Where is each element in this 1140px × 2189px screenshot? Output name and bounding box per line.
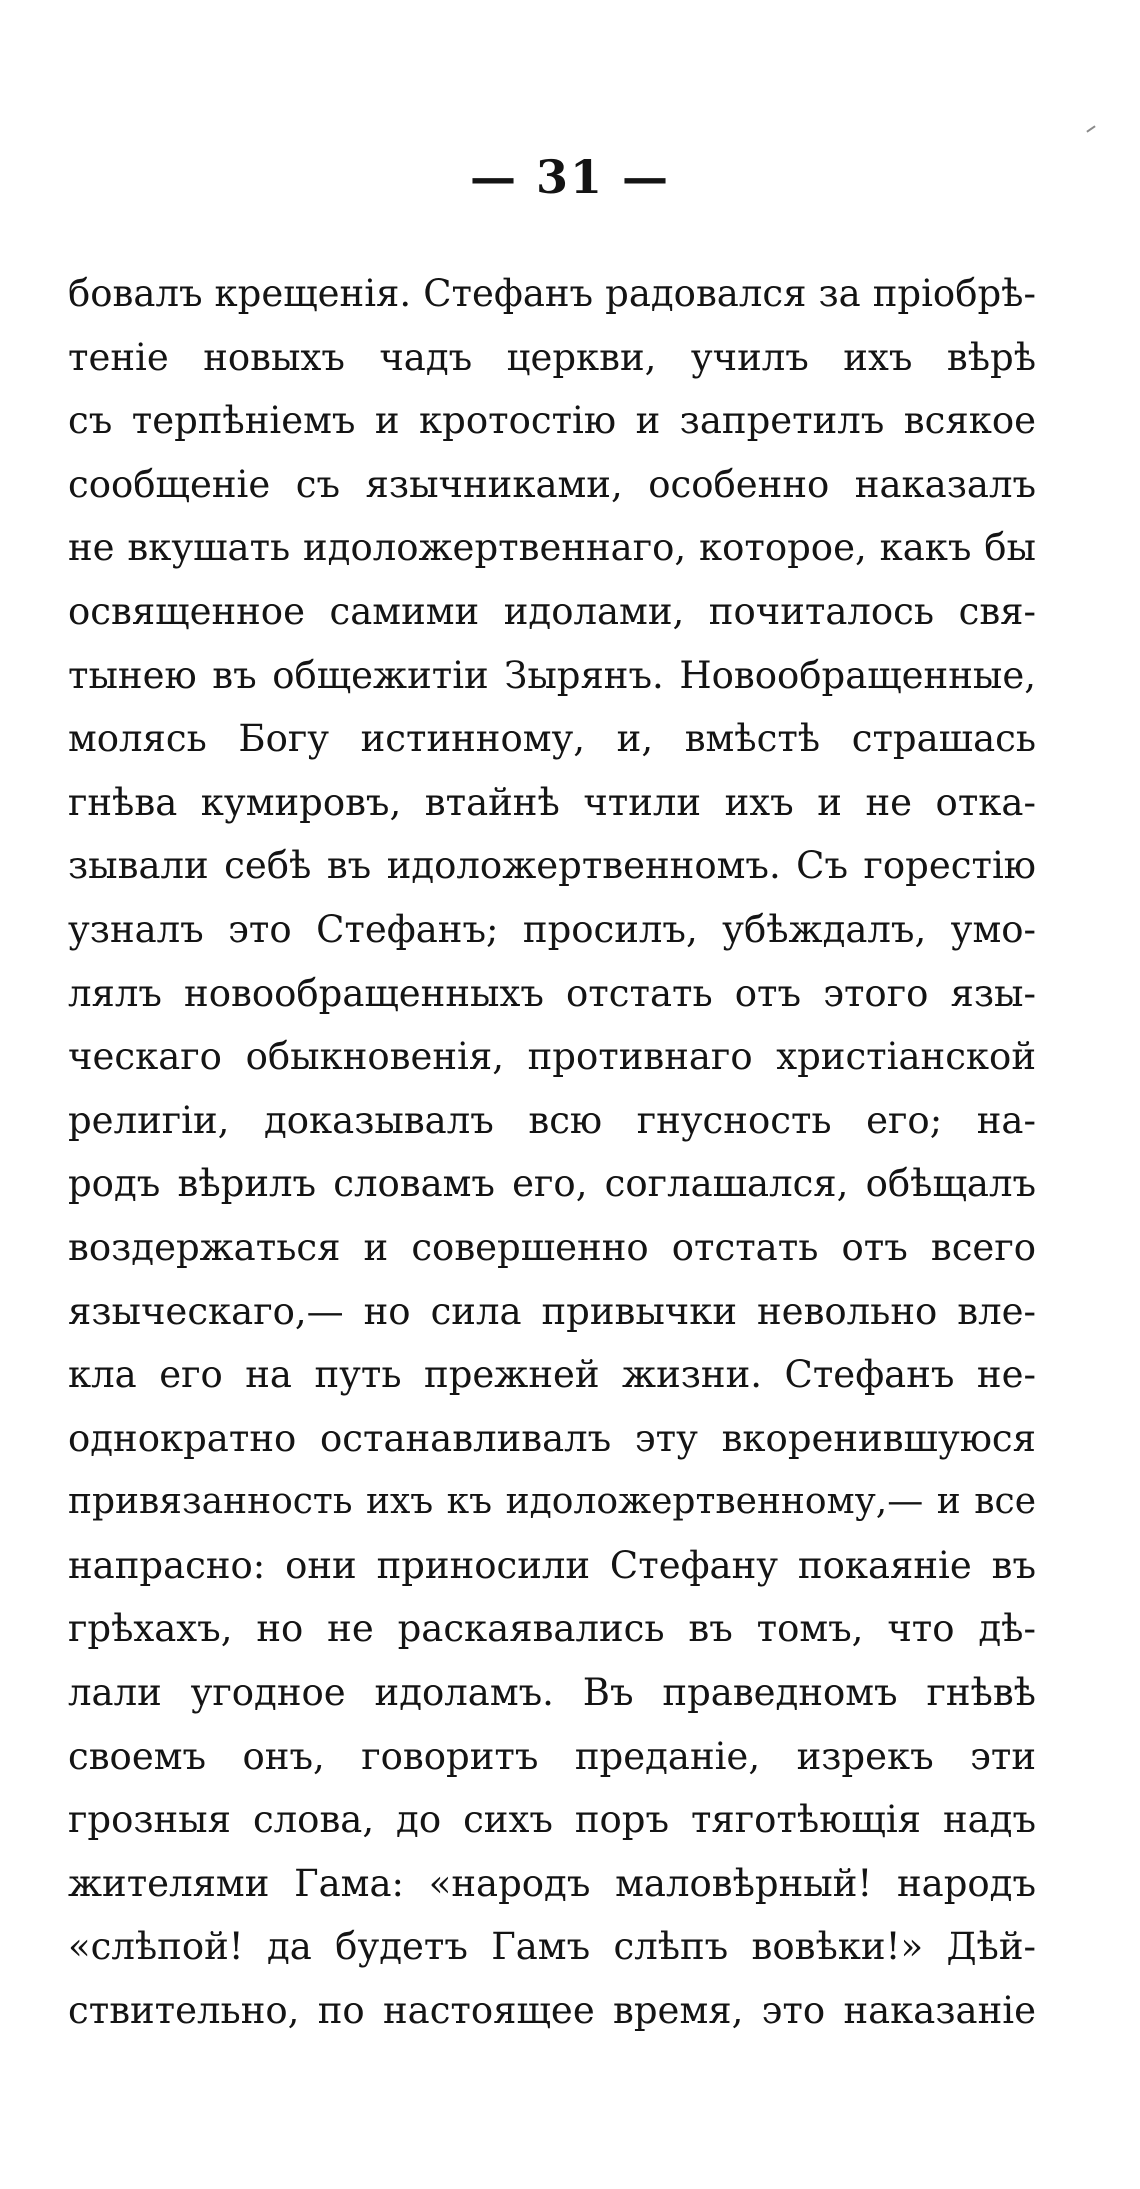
text-line: зывали себѣ въ идоложертвенномъ. Съ горестію — [68, 844, 1036, 888]
text-line: напрасно: они приносили Стефану покаяніе въ — [68, 1543, 1036, 1587]
text-line: привязанность ихъ къ идоложертвенному,— и все — [68, 1481, 1036, 1523]
page-number: — 31 — — [469, 150, 671, 204]
text-line: бовалъ крещенія. Стефанъ радовался за пріобрѣ- — [68, 272, 1036, 315]
text-line: родъ вѣрилъ словамъ его, соглашался, обѣщалъ — [68, 1162, 1036, 1206]
text-line: «слѣпой! да будетъ Гамъ слѣпъ вовѣки!» Дѣй- — [68, 1925, 1036, 1969]
text-line: гнѣва кумировъ, втайнѣ чтили ихъ и не отка- — [68, 780, 1036, 824]
text-line: грозныя слова, до сихъ поръ тяготѣющія надъ — [68, 1798, 1036, 1842]
text-line: освященное самими идолами, почиталось свя- — [68, 589, 1036, 633]
text-line: воздержаться и совершенно отстать отъ всего — [68, 1225, 1036, 1269]
text-line: своемъ онъ, говоритъ преданіе, изрекъ эти — [68, 1734, 1036, 1778]
text-line: грѣхахъ, но не раскаявались въ томъ, что дѣ- — [68, 1607, 1036, 1651]
scan-speck — [1086, 125, 1095, 132]
text-line: не вкушать идоложертвеннаго, которое, какъ бы — [68, 526, 1036, 570]
text-line: однократно останавливалъ эту вкоренившуюся — [68, 1416, 1036, 1460]
text-line: религіи, доказывалъ всю гнусность его; на- — [68, 1098, 1036, 1142]
text-line: жителями Гама: «народъ маловѣрный! народъ — [68, 1861, 1036, 1905]
text-line: молясь Богу истинному, и, вмѣстѣ страшась — [68, 717, 1036, 761]
text-line: лали угодное идоламъ. Въ праведномъ гнѣвѣ — [68, 1671, 1036, 1715]
text-line: сообщеніе съ язычниками, особенно наказалъ — [68, 462, 1036, 506]
text-line: съ терпѣніемъ и кротостію и запретилъ всякое — [68, 399, 1036, 443]
text-line: тынею въ общежитіи Зырянъ. Новообращенные, — [68, 653, 1036, 697]
text-line: теніе новыхъ чадъ церкви, училъ ихъ вѣрѣ — [68, 335, 1036, 379]
text-line: узналъ это Стефанъ; просилъ, убѣждалъ, умо- — [68, 907, 1036, 951]
text-line: языческаго,— но сила привычки невольно вле- — [68, 1289, 1036, 1333]
body-text — [68, 262, 1036, 2043]
text-line: лялъ новообращенныхъ отстать отъ этого язы- — [68, 971, 1036, 1015]
text-line: ческаго обыкновенія, противнаго христіанской — [68, 1035, 1036, 1079]
text-line: ствительно, по настоящее время, это наказаніе — [68, 1989, 1036, 2033]
text-line: кла его на путь прежней жизни. Стефанъ не- — [68, 1353, 1036, 1397]
